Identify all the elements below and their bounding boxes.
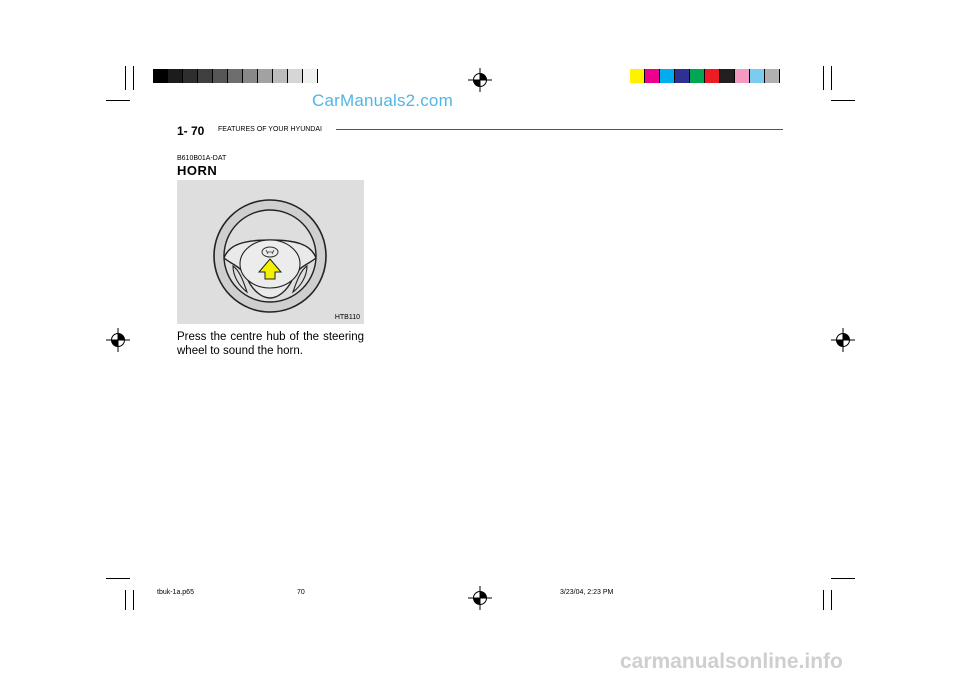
crop-mark xyxy=(831,590,832,610)
crop-mark xyxy=(823,66,824,90)
crop-mark xyxy=(106,578,130,579)
gray-swatch xyxy=(183,69,198,83)
color-swatch xyxy=(705,69,720,83)
gray-swatch xyxy=(198,69,213,83)
gray-swatch xyxy=(273,69,288,83)
watermark-link[interactable]: CarManuals2.com xyxy=(312,91,453,110)
registration-mark-icon xyxy=(831,328,855,352)
gray-swatch xyxy=(288,69,303,83)
registration-mark-icon xyxy=(468,68,492,92)
gray-swatch xyxy=(258,69,273,83)
crop-mark xyxy=(106,100,130,101)
color-swatch xyxy=(765,69,780,83)
gray-swatch xyxy=(168,69,183,83)
footer-timestamp: 3/23/04, 2:23 PM xyxy=(560,589,614,596)
bottom-watermark: carmanualsonline.info xyxy=(620,650,843,673)
header-divider xyxy=(336,129,783,130)
color-swatch xyxy=(735,69,750,83)
crop-mark xyxy=(133,590,134,610)
figure-label: HTB110 xyxy=(334,314,360,321)
steering-wheel-icon xyxy=(177,180,364,324)
registration-mark-icon xyxy=(468,586,492,610)
crop-mark xyxy=(125,66,126,90)
gray-swatch xyxy=(303,69,318,83)
figure xyxy=(177,180,364,324)
section-code: B610B01A-DAT xyxy=(177,155,227,162)
section-title: FEATURES OF YOUR HYUNDAI xyxy=(218,126,322,133)
gray-swatch xyxy=(153,69,168,83)
grayscale-calibration-strip xyxy=(153,69,318,83)
page-number: 1- 70 xyxy=(177,124,205,138)
footer-filename: tbuk-1a.p65 xyxy=(157,589,194,596)
color-swatch xyxy=(690,69,705,83)
gray-swatch xyxy=(213,69,228,83)
color-swatch xyxy=(720,69,735,83)
color-swatch xyxy=(675,69,690,83)
crop-mark xyxy=(831,100,855,101)
color-swatch xyxy=(645,69,660,83)
gray-swatch xyxy=(228,69,243,83)
crop-mark xyxy=(831,66,832,90)
color-swatch xyxy=(660,69,675,83)
footer-page: 70 xyxy=(297,589,305,596)
section-heading: HORN xyxy=(177,163,218,178)
color-swatch xyxy=(750,69,765,83)
color-calibration-strip xyxy=(630,69,780,83)
crop-mark xyxy=(133,66,134,90)
body-paragraph: Press the centre hub of the steering wheel to sound the horn. xyxy=(177,331,364,357)
registration-mark-icon xyxy=(106,328,130,352)
crop-mark xyxy=(823,590,824,610)
crop-mark xyxy=(125,590,126,610)
gray-swatch xyxy=(243,69,258,83)
crop-mark xyxy=(831,578,855,579)
color-swatch xyxy=(630,69,645,83)
